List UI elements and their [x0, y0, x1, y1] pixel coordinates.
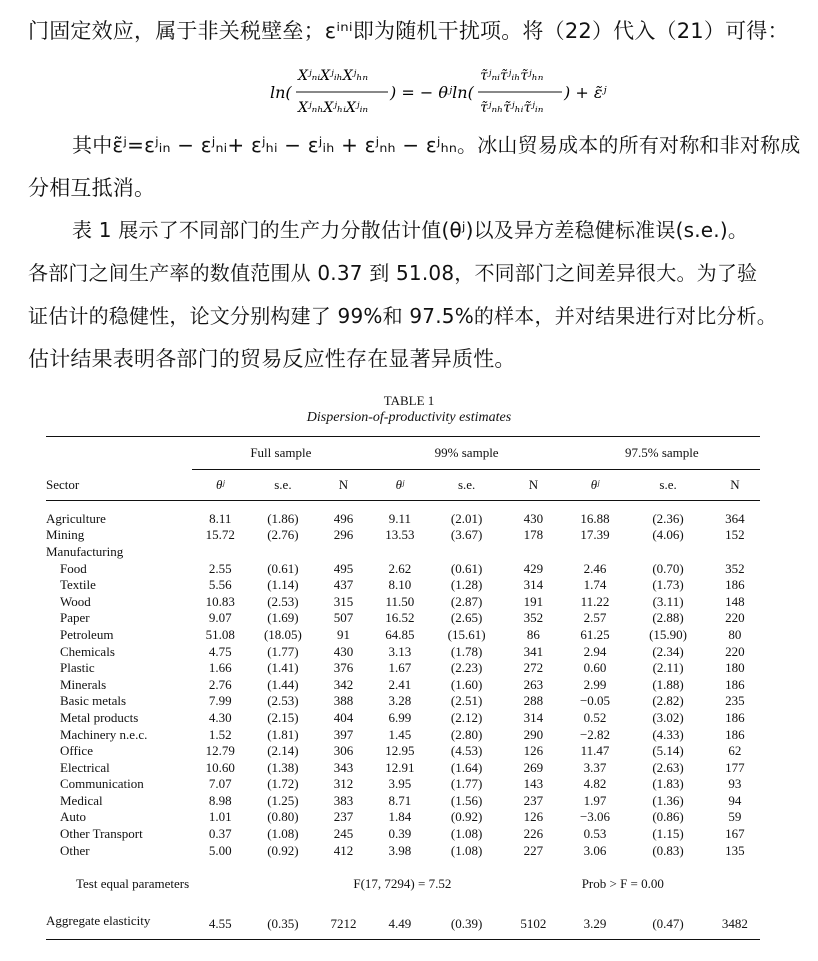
header-theta: θʲ [590, 476, 600, 492]
paragraph-3 [28, 209, 806, 381]
cell-n-99: 126 [523, 743, 544, 759]
cell-n-full: 383 [333, 792, 354, 808]
table-row [46, 643, 760, 660]
cell-se-full: (1.41) [267, 660, 299, 676]
sector-name: Plastic [60, 660, 95, 676]
sector-name: Minerals [60, 676, 107, 692]
cell-se-full: (1.69) [267, 610, 299, 626]
sector-name: Paper [60, 610, 90, 626]
cell-n-97-5: 80 [728, 626, 742, 642]
sector-name: Agriculture [46, 510, 106, 526]
paragraph-3-line-1: 表 1 展示了不同部门的生产力分散估计值(θʲ)以及异方差稳健标准误(s.e.)。 [72, 218, 749, 242]
cell-n-97-5: 152 [725, 527, 745, 543]
aggregate-se-99: (0.39) [450, 915, 483, 931]
cell-se-99: (1.56) [450, 792, 483, 808]
header-theta: θʲ [395, 476, 405, 492]
cell-theta-97-5: 61.25 [580, 626, 610, 642]
cell-se-full: (1.08) [267, 826, 299, 842]
sector-name: Wood [60, 593, 91, 609]
cell-theta-full: 1.52 [208, 726, 232, 742]
cell-se-99: (1.60) [450, 676, 483, 692]
cell-theta-full: 8.98 [208, 792, 232, 808]
cell-n-97-5: 186 [725, 577, 745, 593]
cell-se-99: (2.51) [450, 693, 483, 709]
paragraph-3-line-4: 估计结果表明各部门的贸易反应性存在显著异质性。 [28, 347, 516, 371]
cell-theta-99: 3.28 [388, 693, 412, 709]
cell-se-99: (1.08) [450, 826, 483, 842]
cell-theta-97-5: 3.37 [583, 759, 607, 775]
cell-se-97-5: (3.02) [652, 709, 684, 725]
sector-name: Machinery n.e.c. [60, 726, 148, 742]
cell-se-99: (1.08) [450, 842, 483, 858]
cell-theta-99: 13.53 [385, 527, 415, 543]
test-label: Test equal parameters [76, 875, 190, 891]
cell-se-99: (0.61) [450, 560, 483, 576]
eq-lhs-func: ln( [270, 83, 292, 102]
cell-theta-full: 2.76 [208, 676, 232, 692]
sector-name: Basic metals [60, 693, 127, 709]
cell-n-full: 312 [333, 776, 354, 792]
sector-name: Chemicals [60, 643, 115, 659]
cell-theta-99: 8.10 [388, 577, 412, 593]
table-row [46, 826, 760, 843]
cell-theta-97-5: −2.82 [579, 726, 611, 742]
cell-n-full: 342 [333, 676, 354, 692]
cell-n-99: 430 [523, 510, 544, 526]
cell-theta-99 [370, 544, 431, 561]
column-header-row [46, 470, 760, 501]
cell-n-97-5: 220 [725, 610, 745, 626]
cell-theta-99: 1.45 [388, 726, 412, 742]
sector-name: Office [60, 743, 93, 759]
header-n: N [338, 476, 349, 492]
cell-theta-99: 2.62 [388, 560, 412, 576]
paragraph-1-line-1: 门固定效应，属于非关税壁垒；εⁱⁿⁱ即为随机干扰项。将（22）代入（21）可得： [28, 19, 789, 43]
cell-theta-99: 3.95 [388, 776, 412, 792]
aggregate-se-full: (0.35) [267, 915, 299, 931]
sector-name: Manufacturing [46, 543, 124, 559]
cell-theta-97-5: 3.06 [583, 842, 607, 858]
cell-n-99: 314 [523, 577, 544, 593]
cell-se-99: (2.87) [450, 593, 483, 609]
paragraph-3-line-3: 证估计的稳健性，论文分别构建了 99%和 97.5%的样本，并对结果进行对比分析。 [28, 304, 777, 328]
header-theta: θʲ [216, 476, 225, 492]
cell-se-97-5: (2.34) [652, 643, 684, 659]
test-p-value: Prob > F = 0.00 [581, 875, 664, 891]
table-row [46, 710, 760, 727]
table-row [46, 842, 760, 859]
cell-se-97-5: (0.86) [652, 809, 684, 825]
sector-name: Auto [60, 809, 86, 825]
cell-n-full: 245 [333, 826, 354, 842]
cell-se-99: (0.92) [450, 809, 483, 825]
header-se: s.e. [659, 476, 677, 492]
header-se: s.e. [457, 476, 476, 492]
table-row [46, 544, 760, 561]
cell-se-full: (0.61) [267, 560, 299, 576]
cell-n-97-5: 62 [728, 743, 742, 759]
cell-n-99: 263 [523, 676, 544, 692]
cell-n-99 [503, 544, 564, 561]
cell-theta-full: 4.30 [208, 709, 232, 725]
table-label: TABLE 1 [383, 393, 435, 408]
paragraph-3-line-2: 各部门之间生产率的数值范围从 0.37 到 51.08，不同部门之间差异很大。为了验 [28, 261, 758, 285]
cell-se-full: (0.92) [267, 842, 299, 858]
cell-theta-full: 1.01 [208, 809, 232, 825]
cell-se-full: (2.14) [267, 743, 299, 759]
cell-theta-99: 12.91 [385, 759, 415, 775]
cell-se-99: (2.65) [450, 610, 483, 626]
cell-theta-99: 9.11 [388, 510, 411, 526]
cell-se-97-5: (2.82) [652, 693, 684, 709]
cell-n-99: 290 [523, 726, 544, 742]
cell-se-99: (15.61) [447, 626, 486, 642]
cell-se-99: (2.12) [450, 709, 483, 725]
cell-se-99: (1.77) [450, 776, 483, 792]
cell-n-97-5: 93 [728, 776, 742, 792]
cell-se-99: (2.80) [450, 726, 483, 742]
cell-theta-97-5: 2.46 [583, 560, 607, 576]
cell-se-97-5: (1.88) [652, 676, 684, 692]
sector-name: Other [60, 842, 90, 858]
cell-theta-full: 1.66 [208, 660, 232, 676]
header-n: N [730, 476, 740, 492]
cell-n-full: 91 [336, 626, 350, 642]
cell-theta-99: 1.67 [388, 660, 412, 676]
cell-se-99: (1.64) [450, 759, 483, 775]
table-title: Dispersion-of-productivity estimates [306, 410, 512, 425]
cell-theta-full: 9.07 [208, 610, 232, 626]
cell-theta-97-5: 1.74 [583, 577, 607, 593]
cell-theta-97-5: −0.05 [579, 693, 611, 709]
group-99-sample: 99% sample [370, 437, 564, 470]
cell-theta-full: 5.00 [208, 842, 232, 858]
cell-n-99: 341 [523, 643, 544, 659]
cell-n-99: 352 [523, 610, 544, 626]
cell-theta-97-5: 17.39 [580, 527, 610, 543]
cell-se-full: (1.25) [267, 792, 299, 808]
cell-se-full: (1.86) [267, 510, 299, 526]
header-se: s.e. [274, 476, 292, 492]
cell-se-full: (1.38) [267, 759, 299, 775]
cell-n-99: 314 [523, 709, 544, 725]
cell-se-99: (2.23) [450, 660, 483, 676]
cell-n-97-5: 167 [725, 826, 745, 842]
equation [270, 62, 790, 128]
cell-n-full: 306 [333, 743, 354, 759]
cell-se-97-5: (0.83) [652, 842, 684, 858]
group-97-5-sample: 97.5% sample [564, 437, 760, 470]
cell-n-99: 269 [523, 759, 544, 775]
cell-se-97-5: (1.73) [652, 577, 684, 593]
cell-theta-full: 10.83 [205, 593, 235, 609]
header-n: N [528, 476, 539, 492]
cell-n-97-5: 235 [725, 693, 745, 709]
cell-se-99: (1.28) [450, 577, 483, 593]
cell-theta-99: 6.99 [388, 709, 412, 725]
cell-n-99: 429 [523, 560, 544, 576]
cell-n-full: 397 [333, 726, 354, 742]
cell-se-full: (2.76) [267, 527, 299, 543]
cell-theta-97-5: 4.82 [583, 776, 607, 792]
cell-theta-full: 51.08 [205, 626, 235, 642]
cell-se-97-5: (5.14) [652, 743, 684, 759]
cell-n-97-5: 94 [728, 792, 742, 808]
cell-n-99: 86 [526, 626, 540, 642]
cell-se-97-5 [626, 544, 710, 561]
cell-theta-99: 12.95 [385, 743, 415, 759]
table-row [46, 660, 760, 677]
table-row [46, 743, 760, 760]
cell-se-99: (2.01) [450, 510, 483, 526]
cell-n-99: 191 [523, 593, 544, 609]
cell-theta-99: 0.39 [388, 826, 412, 842]
table-row [46, 793, 760, 810]
cell-n-full: 343 [333, 759, 354, 775]
cell-se-97-5: (1.15) [652, 826, 684, 842]
table-row [46, 511, 760, 528]
cell-se-full: (0.80) [267, 809, 299, 825]
cell-n-full: 296 [333, 527, 354, 543]
cell-se-full: (2.15) [267, 709, 299, 725]
cell-n-99: 272 [523, 660, 544, 676]
table-row [46, 610, 760, 627]
sector-name: Other Transport [60, 826, 143, 842]
cell-theta-97-5: 1.97 [583, 792, 607, 808]
cell-n-full: 412 [333, 842, 354, 858]
cell-se-99: (3.67) [450, 527, 483, 543]
eq-lhs-denominator: XʲₙₕXʲₕᵢXʲᵢₙ [298, 100, 369, 116]
cell-theta-full: 15.72 [205, 527, 235, 543]
cell-theta-full: 7.07 [208, 776, 232, 792]
cell-theta-full: 5.56 [208, 577, 232, 593]
table-row [46, 676, 760, 693]
aggregate-theta-99: 4.49 [388, 915, 412, 931]
sector-name: Medical [60, 792, 103, 808]
cell-theta-full: 8.11 [209, 510, 232, 526]
cell-n-97-5: 220 [725, 643, 745, 659]
cell-se-99: (1.78) [450, 643, 483, 659]
cell-n-97-5: 186 [725, 676, 745, 692]
group-header-row [46, 437, 760, 470]
cell-theta-99: 1.84 [388, 809, 412, 825]
paragraph-2 [28, 124, 806, 210]
aggregate-theta-full: 4.55 [208, 915, 232, 931]
table-row [46, 560, 760, 577]
cell-se-full [248, 544, 317, 561]
cell-se-full: (1.77) [267, 643, 299, 659]
sector-name: Electrical [60, 759, 110, 775]
cell-se-99 [430, 544, 503, 561]
eq-rhs-tail: ) + ε̃ʲ [564, 83, 607, 102]
cell-n-97-5: 180 [725, 660, 745, 676]
table-row [46, 627, 760, 644]
aggregate-se-97-5: (0.47) [652, 915, 684, 931]
cell-se-97-5: (4.06) [652, 527, 684, 543]
cell-n-99: 178 [523, 527, 544, 543]
cell-se-full: (2.53) [267, 693, 299, 709]
cell-theta-97-5 [564, 544, 627, 561]
cell-n-full: 237 [333, 809, 354, 825]
cell-se-99: (4.53) [450, 743, 483, 759]
table-row [46, 593, 760, 610]
group-full-sample: Full sample [192, 437, 369, 470]
cell-n-97-5: 59 [728, 809, 742, 825]
cell-theta-full [192, 544, 248, 561]
cell-theta-99: 64.85 [385, 626, 415, 642]
cell-theta-97-5: 0.60 [583, 660, 607, 676]
cell-theta-99: 8.71 [388, 792, 412, 808]
cell-n-97-5: 177 [725, 759, 745, 775]
cell-se-97-5: (1.83) [652, 776, 684, 792]
cell-n-97-5 [710, 544, 760, 561]
header-sector: Sector [46, 476, 80, 492]
cell-se-97-5: (2.36) [652, 510, 684, 526]
cell-theta-99: 3.98 [388, 842, 412, 858]
cell-n-full: 437 [333, 577, 354, 593]
table-row [46, 809, 760, 826]
cell-n-99: 143 [523, 776, 544, 792]
cell-se-97-5: (3.11) [652, 593, 684, 609]
cell-n-97-5: 135 [725, 842, 745, 858]
cell-theta-97-5: 0.53 [583, 826, 607, 842]
aggregate-label: Aggregate elasticity [46, 912, 151, 928]
cell-theta-full: 12.79 [205, 743, 235, 759]
cell-n-full: 496 [333, 510, 354, 526]
cell-theta-97-5: 16.88 [580, 510, 610, 526]
paragraph-2-line-2: 分相互抵消。 [28, 176, 156, 200]
cell-se-97-5: (2.63) [652, 759, 684, 775]
table-body [46, 511, 760, 859]
cell-theta-97-5: −3.06 [579, 809, 611, 825]
cell-theta-full: 10.60 [205, 759, 235, 775]
cell-n-full: 495 [333, 560, 354, 576]
cell-n-full: 404 [333, 709, 354, 725]
cell-se-97-5: (2.88) [652, 610, 684, 626]
cell-se-97-5: (4.33) [652, 726, 684, 742]
equation-svg [270, 62, 790, 128]
sector-name: Food [60, 560, 87, 576]
estimates-table [46, 436, 760, 940]
sector-name: Communication [60, 776, 144, 792]
aggregate-n-99: 5102 [520, 915, 547, 931]
cell-n-full: 376 [333, 660, 354, 676]
cell-se-97-5: (2.11) [652, 660, 684, 676]
cell-theta-97-5: 2.94 [583, 643, 607, 659]
cell-n-full: 388 [333, 693, 354, 709]
cell-theta-97-5: 2.99 [583, 676, 607, 692]
cell-theta-99: 3.13 [388, 643, 412, 659]
table-row [46, 759, 760, 776]
test-f-statistic: F(17, 7294) = 7.52 [353, 875, 452, 891]
aggregate-theta-97-5: 3.29 [583, 915, 607, 931]
cell-se-full: (1.44) [267, 676, 299, 692]
cell-theta-97-5: 11.47 [580, 743, 610, 759]
cell-theta-99: 16.52 [385, 610, 415, 626]
cell-n-97-5: 186 [725, 726, 745, 742]
cell-se-full: (1.14) [267, 577, 299, 593]
aggregate-n-97-5: 3482 [721, 915, 748, 931]
cell-n-99: 226 [523, 826, 544, 842]
cell-n-99: 237 [523, 792, 544, 808]
aggregate-n-full: 7212 [330, 915, 357, 931]
table-row [46, 726, 760, 743]
cell-n-97-5: 352 [725, 560, 745, 576]
cell-se-97-5: (0.70) [652, 560, 684, 576]
table-row [46, 577, 760, 594]
eq-middle: ) = − θʲln( [390, 83, 474, 102]
sector-name: Mining [46, 527, 85, 543]
cell-theta-full: 4.75 [208, 643, 232, 659]
cell-theta-97-5: 2.57 [583, 610, 607, 626]
cell-n-99: 126 [523, 809, 544, 825]
cell-theta-99: 2.41 [388, 676, 412, 692]
cell-n-99: 227 [523, 842, 544, 858]
table-row [46, 776, 760, 793]
eq-rhs-denominator: τ̃ʲₙₕτ̃ʲₕᵢτ̃ʲᵢₙ [480, 100, 544, 116]
sector-name: Metal products [60, 709, 139, 725]
test-row [46, 873, 760, 895]
cell-se-97-5: (15.90) [649, 626, 688, 642]
sector-name: Petroleum [60, 626, 114, 642]
cell-theta-full: 0.37 [208, 826, 232, 842]
cell-n-full: 315 [333, 593, 354, 609]
aggregate-row [46, 909, 760, 940]
cell-se-full: (1.72) [267, 776, 299, 792]
cell-se-full: (2.53) [267, 593, 299, 609]
cell-n-97-5: 186 [725, 709, 745, 725]
cell-theta-full: 2.55 [208, 560, 232, 576]
cell-n-full [317, 544, 369, 561]
cell-theta-99: 11.50 [385, 593, 415, 609]
cell-se-full: (1.81) [267, 726, 299, 742]
cell-n-full: 430 [333, 643, 354, 659]
paragraph-2-line-1: 其中ε̃ʲ=εʲᵢₙ − εʲₙᵢ+ εʲₕᵢ − εʲᵢₕ + εʲₙₕ − εʲₕₙ。冰山贸易成本的所有对称和非对称成 [72, 133, 801, 157]
sector-name: Textile [60, 577, 96, 593]
table-row [46, 693, 760, 710]
cell-se-full: (18.05) [263, 626, 302, 642]
cell-n-99: 288 [523, 693, 544, 709]
eq-lhs-numerator: XʲₙᵢXʲᵢₕXʲₕₙ [298, 68, 369, 84]
cell-n-97-5: 364 [725, 510, 745, 526]
paragraph-1 [28, 10, 806, 53]
cell-se-97-5: (1.36) [652, 792, 684, 808]
eq-rhs-numerator: τ̃ʲₙᵢτ̃ʲᵢₕτ̃ʲₕₙ [480, 68, 544, 84]
cell-theta-97-5: 11.22 [580, 593, 610, 609]
cell-theta-97-5: 0.52 [583, 709, 607, 725]
cell-n-full: 507 [333, 610, 354, 626]
cell-n-97-5: 148 [725, 593, 745, 609]
table-row [46, 527, 760, 544]
cell-theta-full: 7.99 [208, 693, 232, 709]
